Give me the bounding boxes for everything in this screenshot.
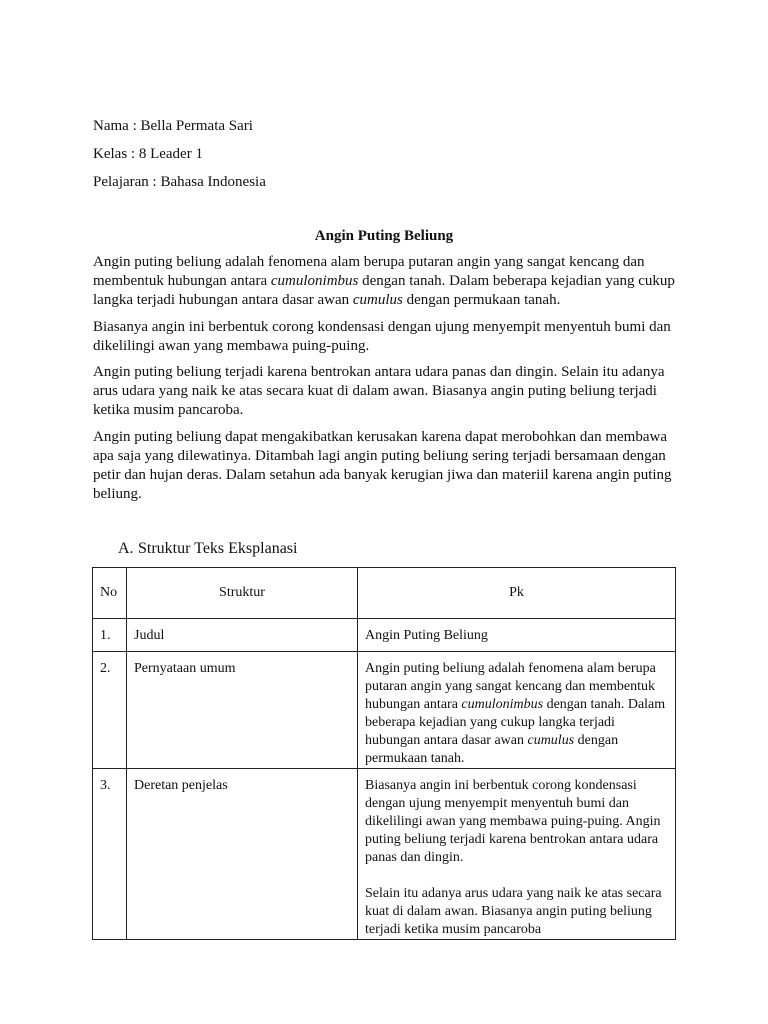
section-heading — [118, 539, 297, 559]
row-3-pk — [358, 769, 676, 940]
student-class: Kelas : 8 Leader 1 — [93, 146, 203, 162]
paragraph-1-text-c: dengan tanah. Dalam beberapa kejadian yang cukup langka terjadi hubungan antara dasar awan — [93, 273, 675, 308]
structure-table — [92, 567, 676, 940]
row-3-struktur: Deretan penjelas — [127, 769, 358, 940]
student-name: Nama : Bella Permata Sari — [93, 118, 253, 134]
paragraph-2: Biasanya angin ini berbentuk corong kondensasi dengan ujung menyempit menyentuh bumi dan dikelilingi awan yang membawa puing-puing. — [93, 319, 671, 354]
paragraph-1-text-e: dengan permukaan tanah. — [402, 292, 561, 308]
row-2-pk-text-e: dengan permukaan tanah. — [365, 733, 619, 766]
paragraph-1 — [93, 253, 678, 310]
row-2-pk-term-cumulonimbus: cumulonimbus — [461, 697, 544, 712]
document-title: Angin Puting Beliung — [314, 228, 454, 244]
row-2-pk — [358, 652, 676, 769]
row-2-struktur: Pernyataan umum — [127, 652, 358, 769]
paragraph-1-text-a: Angin puting beliung adalah fenomena alam berupa putaran angin yang sangat kencang dan membentuk hubungan antara — [93, 254, 645, 289]
row-3-pk-paragraph-1: Biasanya angin ini berbentuk corong kondensasi dengan ujung menyempit menyentuh bumi dan dikelilingi awan yang membawa puing-puing. Angin puting beliung terjadi karena bentrokan antara udara panas dan dingin. — [365, 778, 661, 865]
row-2-pk-text-a: Angin puting beliung adalah fenomena alam berupa putaran angin yang sangat kencang dan membentuk hubungan antara — [365, 661, 656, 712]
header-no: No — [93, 568, 127, 619]
header-pk: Pk — [358, 568, 676, 619]
section-heading-text: Struktur Teks Eksplanasi — [138, 540, 298, 557]
row-1-pk: Angin Puting Beliung — [358, 619, 676, 652]
table-row — [93, 619, 676, 652]
table-row — [93, 769, 676, 940]
header-struktur: Struktur — [127, 568, 358, 619]
row-3-pk-paragraph-2: Selain itu adanya arus udara yang naik ke atas secara kuat di dalam awan. Biasanya angin puting beliung terjadi ketika musim pancaroba — [365, 886, 662, 937]
row-1-struktur: Judul — [127, 619, 358, 652]
row-2-no: 2. — [93, 652, 127, 769]
row-2-pk-text-c: dengan tanah. Dalam beberapa kejadian yang cukup langka terjadi hubungan antara dasar awan — [365, 697, 666, 748]
table-header-row — [93, 568, 676, 619]
paragraph-1-term-cumulus: cumulus — [352, 292, 403, 308]
paragraph-1-term-cumulonimbus: cumulonimbus — [270, 273, 359, 289]
paragraph-4: Angin puting beliung dapat mengakibatkan kerusakan karena dapat merobohkan dan membawa apa saja yang dilewatinya. Ditambah lagi angin puting beliung sering terjadi bersamaan dengan petir dan hujan deras. Dalam setahun ada banyak kerugian jiwa dan materiil karena angin puting beliung. — [93, 429, 672, 502]
subject: Pelajaran : Bahasa Indonesia — [93, 174, 266, 190]
row-1-no: 1. — [93, 619, 127, 652]
row-2-pk-term-cumulus: cumulus — [527, 733, 575, 748]
row-3-no: 3. — [93, 769, 127, 940]
table-row — [93, 652, 676, 769]
section-marker: A. — [118, 540, 134, 557]
paragraph-3: Angin puting beliung terjadi karena bentrokan antara udara panas dan dingin. Selain itu adanya arus udara yang naik ke atas secara kuat di dalam awan. Biasanya angin puting beliung terjadi ketika musim pancaroba. — [93, 364, 665, 418]
